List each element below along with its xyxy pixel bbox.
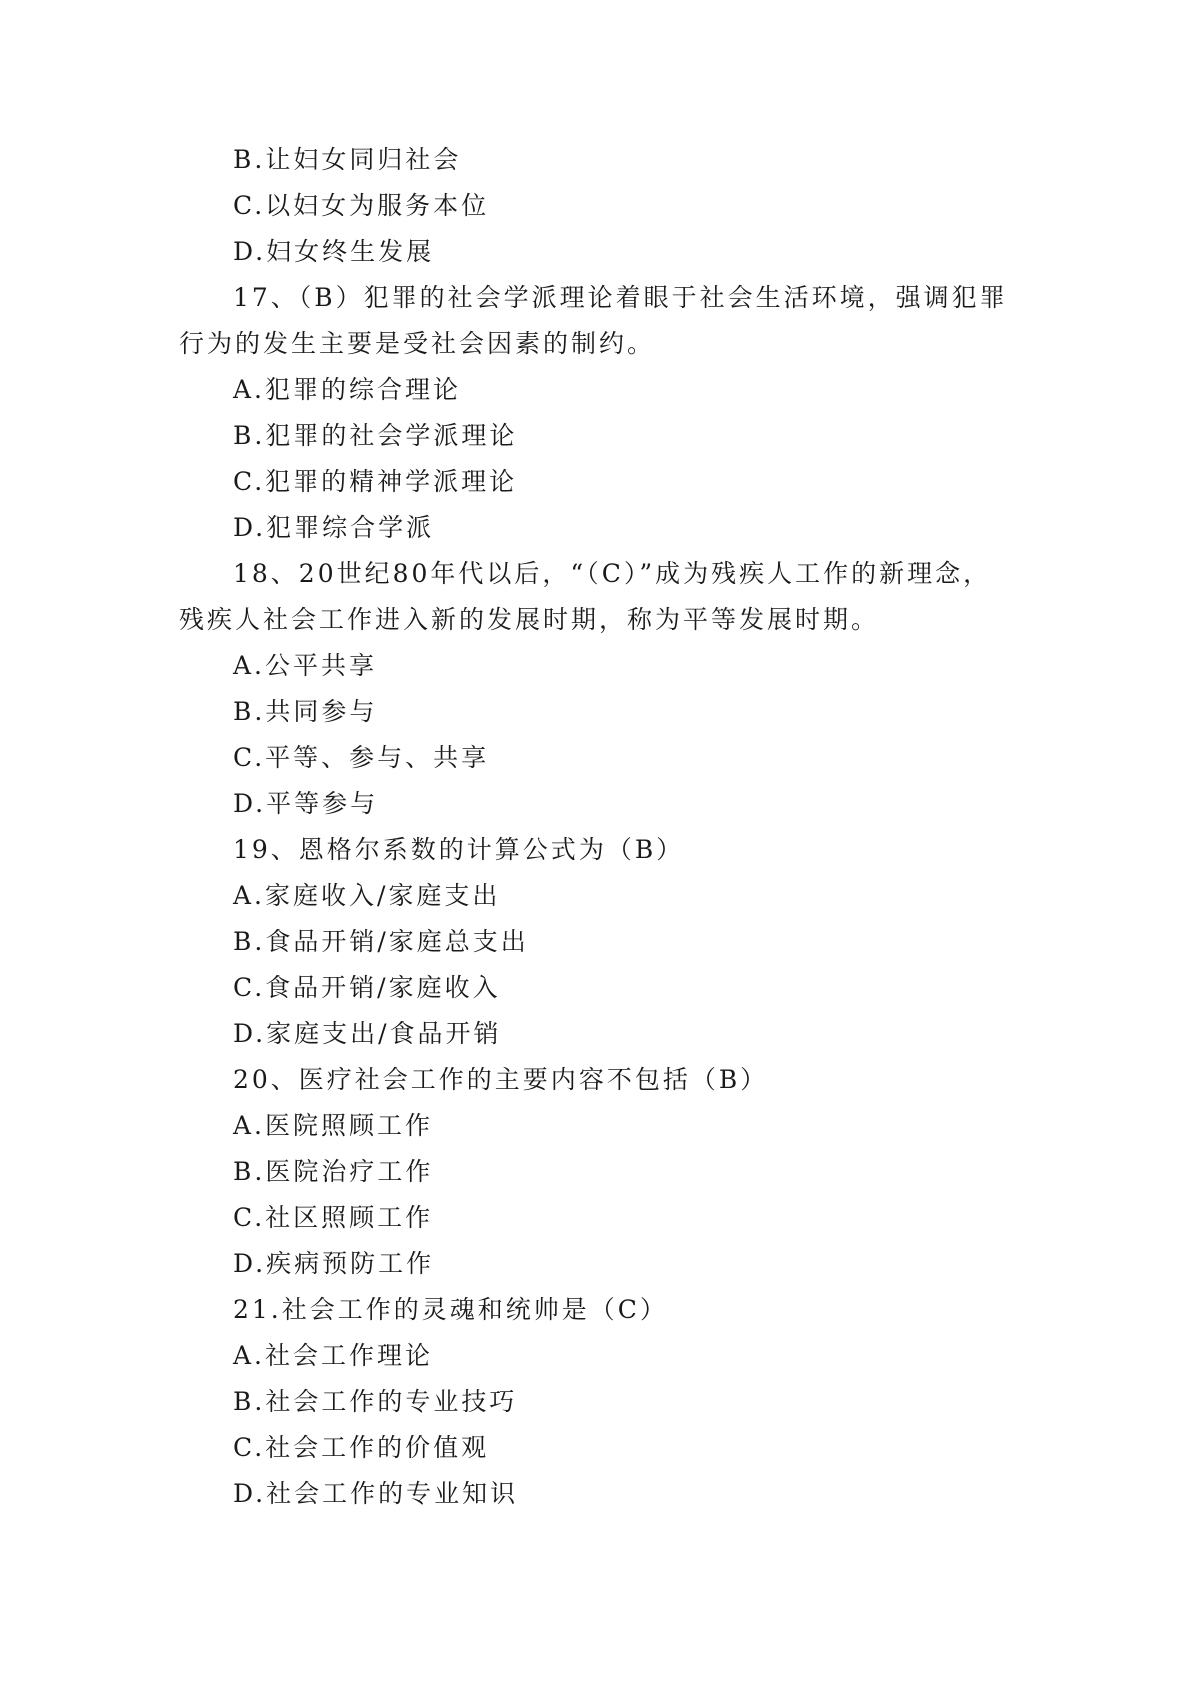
question-18-continued: 残疾人社会工作进入新的发展时期，称为平等发展时期。 xyxy=(179,605,880,634)
option-c-q20: C.社区照顾工作 xyxy=(233,1203,434,1232)
option-d-q19: D.家庭支出/食品开销 xyxy=(233,1019,502,1048)
option-c-q21: C.社会工作的价值观 xyxy=(233,1433,490,1462)
option-d-q20: D.疾病预防工作 xyxy=(233,1249,435,1278)
option-c-q17: C.犯罪的精神学派理论 xyxy=(233,467,518,496)
option-b-q18: B.共同参与 xyxy=(233,697,378,726)
question-17-continued: 行为的发生主要是受社会因素的制约。 xyxy=(179,329,656,358)
option-b-q21: B.社会工作的专业技巧 xyxy=(233,1387,518,1416)
option-b-q16: B.让妇女同归社会 xyxy=(233,145,462,174)
option-a-q21: A.社会工作理论 xyxy=(233,1341,434,1370)
question-18: 18、20世纪80年代以后，“（C）”成为残疾人工作的新理念， xyxy=(233,559,992,588)
option-a-q18: A.公平共享 xyxy=(233,651,378,680)
option-d-q18: D.平等参与 xyxy=(233,789,379,818)
question-19: 19、恩格尔系数的计算公式为（B） xyxy=(233,835,685,864)
option-c-q16: C.以妇女为服务本位 xyxy=(233,191,490,220)
question-17: 17、（B）犯罪的社会学派理论着眼于社会生活环境，强调犯罪 xyxy=(233,283,1008,312)
question-20: 20、医疗社会工作的主要内容不包括（B） xyxy=(233,1065,769,1094)
option-a-q17: A.犯罪的综合理论 xyxy=(233,375,462,404)
option-d-q17: D.犯罪综合学派 xyxy=(233,513,435,542)
option-a-q19: A.家庭收入/家庭支出 xyxy=(233,881,501,910)
option-b-q19: B.食品开销/家庭总支出 xyxy=(233,927,529,956)
option-c-q18: C.平等、参与、共享 xyxy=(233,743,490,772)
option-b-q17: B.犯罪的社会学派理论 xyxy=(233,421,518,450)
option-a-q20: A.医院照顾工作 xyxy=(233,1111,434,1140)
option-b-q20: B.医院治疗工作 xyxy=(233,1157,434,1186)
question-21: 21.社会工作的灵魂和统帅是（C） xyxy=(233,1295,668,1324)
option-d-q16: D.妇女终生发展 xyxy=(233,237,435,266)
option-d-q21: D.社会工作的专业知识 xyxy=(233,1479,519,1508)
option-c-q19: C.食品开销/家庭收入 xyxy=(233,973,501,1002)
